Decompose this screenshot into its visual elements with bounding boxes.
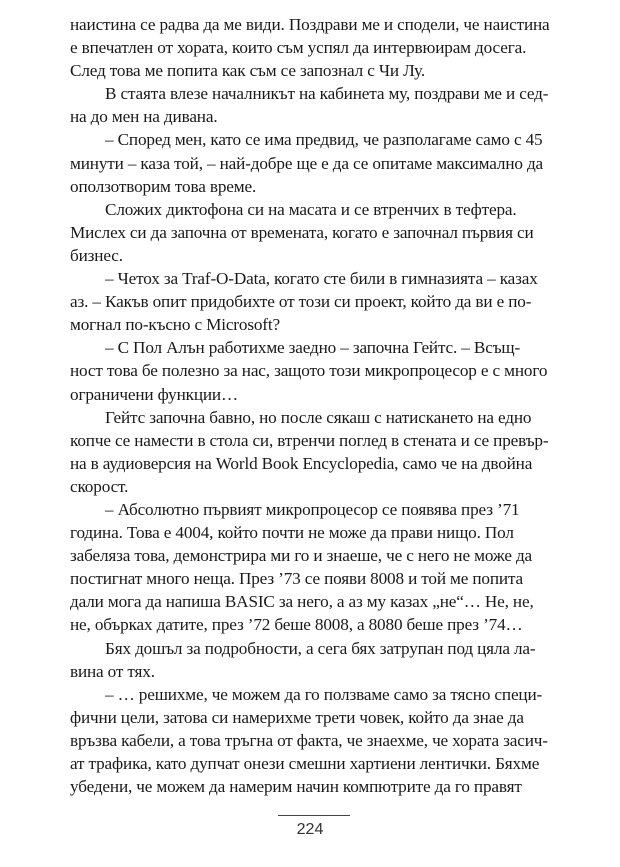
text-line: на в аудиоверсия на World Book Encyclopedia, само че на двойна	[70, 453, 533, 473]
text-line: постигнат много неща. През ’73 се появи 8008 и той ме попита	[70, 569, 524, 589]
text-line: В стаята влезе началникът на кабинета му, поздрави ме и сед-	[105, 84, 549, 104]
paragraph	[70, 13, 554, 82]
paragraph	[70, 128, 554, 197]
text-line: на до мен на дивана.	[70, 107, 218, 127]
text-line: ограничени функции…	[70, 384, 239, 404]
paragraph	[70, 336, 554, 405]
paragraph	[70, 498, 554, 637]
text-line: Гейтс започна бавно, но после сякаш с натискането на едно	[105, 407, 532, 427]
text-line: могнал по-късно с Microsoft?	[70, 315, 280, 335]
text-line: забеляза това, демонстрира ми го и знаеше, че с него не може да	[70, 546, 533, 566]
text-line: ат трафика, като дупчат онези смешни хартиени лентички. Бяхме	[70, 754, 540, 773]
text-line: – Четох за Traf-O-Data, когато сте били в гимназията – казах	[105, 269, 538, 289]
paragraph	[70, 198, 554, 267]
text-line: бизнес.	[70, 245, 123, 265]
footer-rule	[278, 815, 350, 816]
paragraph	[70, 683, 554, 798]
paragraph	[70, 637, 554, 683]
text-line: – Абсолютно първият микропроцесор се появява през ’71	[105, 499, 520, 519]
text-line: оползотворим това време.	[70, 176, 257, 196]
text-line: убедени, че можем да намерим начин компютрите да го правят	[70, 777, 522, 797]
text-line: копче се намести в стола си, втренчи поглед в стената и се превър-	[70, 430, 549, 450]
text-line: – С Пол Алън работихме заедно – започна Гейтс. – Всъщ-	[105, 338, 521, 358]
text-line: След това ме попита как съм се запознал с Чи Лу.	[70, 61, 426, 81]
text-line: фични цели, затова си намерихме трети човек, който да знае да	[70, 707, 524, 727]
text-line: – … решихме, че можем да го ползваме само за тясно специ-	[105, 684, 543, 704]
text-line: скорост.	[70, 476, 129, 496]
text-line: дали мога да напиша BASIC за него, а аз му казах „не“… Не, не,	[70, 592, 534, 612]
text-line: ност това бе полезно за нас, защото този микропроцесор е с много	[70, 361, 548, 381]
text-line: – Според мен, като се има предвид, че разполагаме само с 45	[105, 130, 543, 150]
body-text	[70, 13, 554, 798]
paragraph	[70, 406, 554, 498]
text-line: връзва кабели, а това тръгна от факта, че знаехме, че хората засич-	[70, 730, 548, 750]
text-line: година. Това е 4004, който почти не може да прави нищо. Пол	[70, 523, 514, 543]
paragraph	[70, 82, 554, 128]
paragraph	[70, 267, 554, 336]
text-line: минути – каза той, – най-добре ще е да се опитаме максимално да	[70, 153, 544, 173]
text-line: наистина се радва да ме види. Поздрави ме и сподели, че наистина	[70, 15, 550, 34]
page-number: 224	[296, 821, 324, 838]
text-line: не, обърках датите, през ’72 беше 8008, а 8080 беше през ’74…	[70, 615, 523, 635]
text-line: Сложих диктофона си на масата и се втренчих в тефтера.	[105, 199, 517, 219]
text-line: Мислех си да започна от времената, когато е започнал първия си	[70, 222, 534, 242]
text-line: вина от тях.	[70, 661, 155, 681]
text-line: е впечатлен от хората, които съм успял да интервюирам досега.	[70, 38, 527, 58]
text-line: аз. – Какъв опит придобихте от този си проект, който да ви е по-	[70, 292, 532, 312]
text-line: Бях дошъл за подробности, а сега бях затрупан под цяла ла-	[105, 638, 536, 658]
